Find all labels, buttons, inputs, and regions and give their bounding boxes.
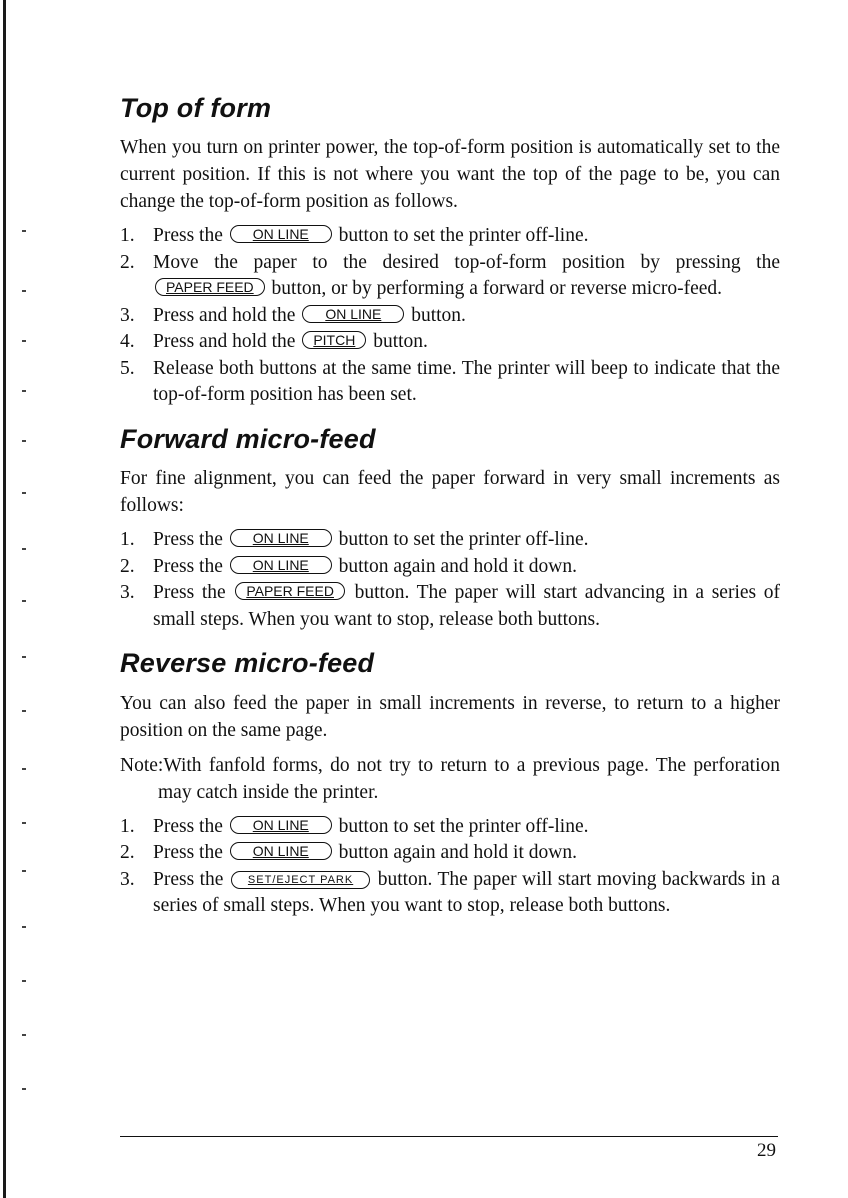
note-text: With fanfold forms, do not try to return to a previous page. The perforation may catch inside the printer. bbox=[158, 754, 780, 803]
note-label: Note: bbox=[120, 754, 164, 776]
manual-page bbox=[120, 92, 780, 934]
step-item bbox=[120, 814, 780, 841]
section-top-of-form bbox=[120, 92, 780, 409]
scan-speck bbox=[22, 230, 26, 232]
step-list bbox=[120, 223, 780, 409]
on-line-key: ON LINE bbox=[230, 529, 332, 547]
scan-speck bbox=[22, 870, 26, 872]
step-text: button. bbox=[411, 304, 466, 326]
step-number: 1. bbox=[120, 815, 135, 837]
step-text: Press the bbox=[153, 582, 226, 604]
step-text: Press and hold the bbox=[153, 331, 296, 353]
section-title: Reverse micro-feed bbox=[120, 648, 375, 679]
step-item bbox=[120, 303, 780, 330]
step-number: 1. bbox=[120, 225, 135, 247]
page-number: 29 bbox=[757, 1140, 776, 1161]
step-text: Press the bbox=[153, 555, 223, 577]
step-text: button again and hold it down. bbox=[338, 555, 577, 577]
section-title: Forward micro-feed bbox=[120, 423, 376, 454]
step-item bbox=[120, 840, 780, 867]
step-number: 3. bbox=[120, 582, 135, 604]
step-item bbox=[120, 554, 780, 581]
scan-speck bbox=[22, 1034, 26, 1036]
scan-speck bbox=[22, 656, 26, 658]
section-forward-micro-feed bbox=[120, 423, 780, 633]
on-line-key: ON LINE bbox=[230, 842, 332, 860]
paper-feed-key: PAPER FEED bbox=[235, 582, 345, 600]
on-line-key: ON LINE bbox=[302, 305, 404, 323]
pitch-key: PITCH bbox=[302, 331, 366, 349]
set-eject-park-key: SET/EJECT PARK bbox=[231, 871, 370, 889]
step-text: Press the bbox=[153, 815, 223, 837]
step-list bbox=[120, 527, 780, 633]
step-text: button to set the printer off-line. bbox=[338, 815, 589, 837]
step-number: 1. bbox=[120, 529, 135, 551]
step-number: 2. bbox=[120, 842, 135, 864]
scan-speck bbox=[22, 926, 26, 928]
scan-speck bbox=[22, 340, 26, 342]
on-line-key: ON LINE bbox=[230, 225, 332, 243]
scan-speck bbox=[22, 548, 26, 550]
step-text: Press the bbox=[153, 225, 223, 247]
scan-speck bbox=[22, 768, 26, 770]
step-text: button. bbox=[373, 331, 428, 353]
step-number: 2. bbox=[120, 555, 135, 577]
scan-speck bbox=[22, 710, 26, 712]
paper-feed-key: PAPER FEED bbox=[155, 278, 265, 296]
step-item bbox=[120, 867, 780, 920]
section-intro: You can also feed the paper in small increments in reverse, to return to a higher position on the same page. bbox=[120, 692, 780, 741]
scan-speck bbox=[22, 290, 26, 292]
section-reverse-micro-feed bbox=[120, 647, 780, 919]
section-intro: For fine alignment, you can feed the paper forward in very small increments as follows: bbox=[120, 468, 780, 517]
step-text: button, or by performing a forward or reverse micro-feed. bbox=[271, 278, 723, 300]
scan-edge-mark bbox=[3, 0, 6, 1198]
step-item bbox=[120, 356, 780, 409]
step-text: button again and hold it down. bbox=[338, 842, 577, 864]
scan-speck bbox=[22, 440, 26, 442]
step-item bbox=[120, 223, 780, 250]
step-number: 4. bbox=[120, 331, 135, 353]
scan-speck bbox=[22, 492, 26, 494]
step-number: 5. bbox=[120, 357, 135, 379]
step-item bbox=[120, 580, 780, 633]
step-text: Press and hold the bbox=[153, 304, 296, 326]
step-number: 2. bbox=[120, 251, 135, 273]
footer-rule bbox=[120, 1136, 778, 1137]
step-text: button to set the printer off-line. bbox=[338, 225, 589, 247]
step-text: Press the bbox=[153, 529, 223, 551]
step-text: Press the bbox=[153, 842, 223, 864]
step-item bbox=[120, 329, 780, 356]
step-number: 3. bbox=[120, 304, 135, 326]
scan-speck bbox=[22, 390, 26, 392]
step-text: button. The paper will start moving backwards in a series of small steps. When you want to stop, release both buttons. bbox=[153, 868, 781, 917]
scan-speck bbox=[22, 1088, 26, 1090]
step-text: button to set the printer off-line. bbox=[338, 529, 589, 551]
step-text: Move the paper to the desired top-of-form position by pressing the bbox=[153, 251, 780, 273]
section-title: Top of form bbox=[120, 93, 272, 123]
scan-speck bbox=[22, 600, 26, 602]
section-intro: When you turn on printer power, the top-of-form position is automatically set to the current position. If this is not where you want the top of the page to be, you can change the top-of-form position as follows. bbox=[120, 137, 780, 213]
on-line-key: ON LINE bbox=[230, 816, 332, 834]
on-line-key: ON LINE bbox=[230, 556, 332, 574]
step-text: button. The paper will start advancing in a series of small steps. When you want to stop, release both buttons. bbox=[153, 582, 781, 630]
step-item bbox=[120, 527, 780, 554]
step-number: 3. bbox=[120, 868, 135, 890]
step-text: Press the bbox=[153, 868, 224, 890]
scan-speck bbox=[22, 822, 26, 824]
step-list bbox=[120, 814, 780, 920]
note-paragraph bbox=[120, 752, 780, 806]
step-item bbox=[120, 250, 780, 303]
step-text: Release both buttons at the same time. The printer will beep to indicate that the top-of-form position has been set. bbox=[153, 357, 780, 406]
scan-speck bbox=[22, 980, 26, 982]
